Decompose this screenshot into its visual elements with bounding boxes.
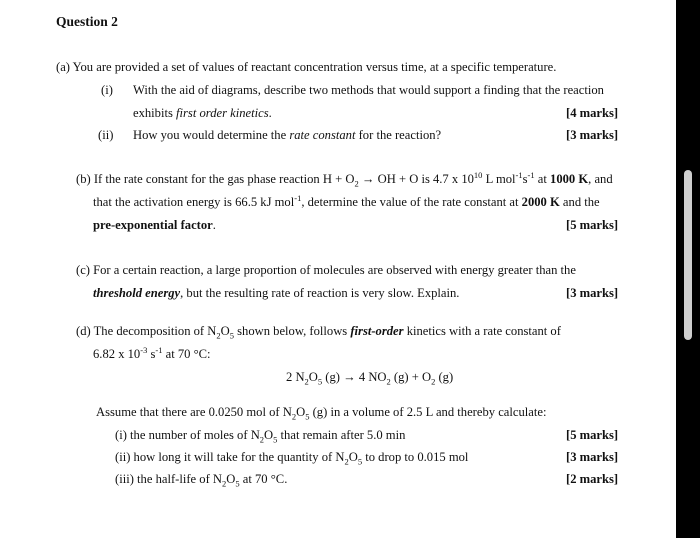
part-a-ii-marks: [3 marks] bbox=[566, 128, 619, 142]
part-b-line1: (b) If the rate constant for the gas phase reaction $H + O_2$ → OH + O is 4.7 x $10^{10}$ L $mol^{-1}s^{-1}$ at 1000 K, and bbox=[76, 169, 613, 189]
part-d-iii-marks: [2 marks] bbox=[566, 472, 619, 486]
part-d-line2: 6.82 x $10^{-3}$ $s^{-1}$ at 70 °C: bbox=[93, 344, 211, 361]
part-b-marks: [5 marks] bbox=[566, 218, 619, 232]
part-a-ii-text: How you would determine the rate constant for the reaction? bbox=[133, 128, 442, 142]
part-a-intro: (a) You are provided a set of values of reactant concentration versus time, at a specific temperature. bbox=[56, 60, 557, 74]
part-d-i: (i) the number of moles of $N_2O_5$ that remain after 5.0 min bbox=[115, 428, 406, 445]
decomposition-equation: 2 $N_2O_5$ (g) → 4 $NO_2$ $(g) + O_2$ (g) bbox=[286, 370, 454, 387]
part-c-line1: (c) For a certain reaction, a large proportion of molecules are observed with energy greater than the bbox=[76, 263, 576, 277]
part-d-iii: (iii) the half-life of $N_2O_5$ at 70 °C. bbox=[115, 472, 288, 489]
question-title: Question 2 bbox=[56, 14, 118, 29]
part-d-ii: (ii) how long it will take for the quantity of $N_2O_5$ to drop to 0.015 mol bbox=[115, 450, 469, 467]
part-d-ii-marks: [3 marks] bbox=[566, 450, 619, 464]
part-a-i-text-line1: With the aid of diagrams, describe two methods that would support a finding that the reaction bbox=[133, 83, 604, 97]
part-d-line1: (d) The decomposition of $N_2O_5$ shown below, follows first-order kinetics with a rate constant of bbox=[76, 324, 561, 341]
part-d-i-marks: [5 marks] bbox=[566, 428, 619, 442]
part-a-i-marks: [4 marks] bbox=[566, 106, 619, 120]
part-b-line2: that the activation energy is 66.5 kJ mol$^{-1}$, determine the value of the rate constant at 2000 K and the bbox=[93, 192, 600, 209]
part-a-i-number: (i) bbox=[101, 83, 113, 97]
part-c-marks: [3 marks] bbox=[566, 286, 619, 300]
part-c-line2: threshold energy, but the resulting rate of reaction is very slow. Explain. bbox=[93, 286, 460, 300]
part-b-line3: pre-exponential factor. bbox=[93, 218, 216, 232]
scrollbar-thumb[interactable] bbox=[684, 170, 692, 340]
part-a-ii-number: (ii) bbox=[98, 128, 114, 142]
part-a-i-text-line2: exhibits first order kinetics. bbox=[133, 106, 272, 120]
part-d-assume: Assume that there are 0.0250 mol of $N_2O_5$ (g) in a volume of 2.5 L and thereby calculate: bbox=[96, 405, 547, 422]
